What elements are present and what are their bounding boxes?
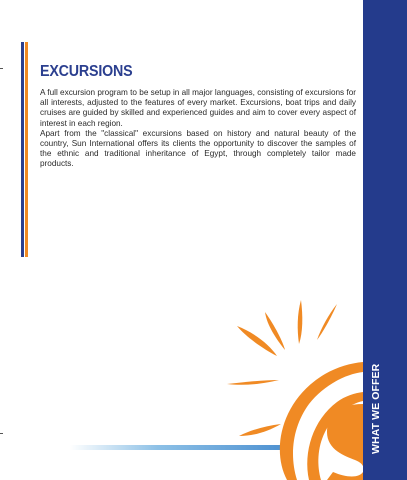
- body-paragraph-2: Apart from the "classical" excursions based on history and natural beauty of the country, Sun International offers its clients the opportunity to discover the samples of the ethnic and traditional inheritance of Egypt, through completely tailor made products.: [40, 128, 356, 169]
- crop-mark-top: [0, 68, 3, 69]
- sun-s-logo-icon: [225, 300, 365, 480]
- section-title: EXCURSIONS: [40, 63, 133, 80]
- accent-bar-orange: [25, 42, 28, 257]
- body-paragraph-1: A full excursion program to be setup in all major languages, consisting of excursions for all interests, adjusted to the features of every market. Excursions, boat trips and daily cruises are guided by skilled and experienced guides and aim to cover every aspect of interest in each region.: [40, 88, 356, 128]
- accent-bar-blue: [21, 42, 24, 257]
- crop-mark-bottom: [0, 433, 3, 434]
- section-body: [40, 88, 356, 170]
- side-band-label: WHAT WE OFFER: [370, 363, 382, 454]
